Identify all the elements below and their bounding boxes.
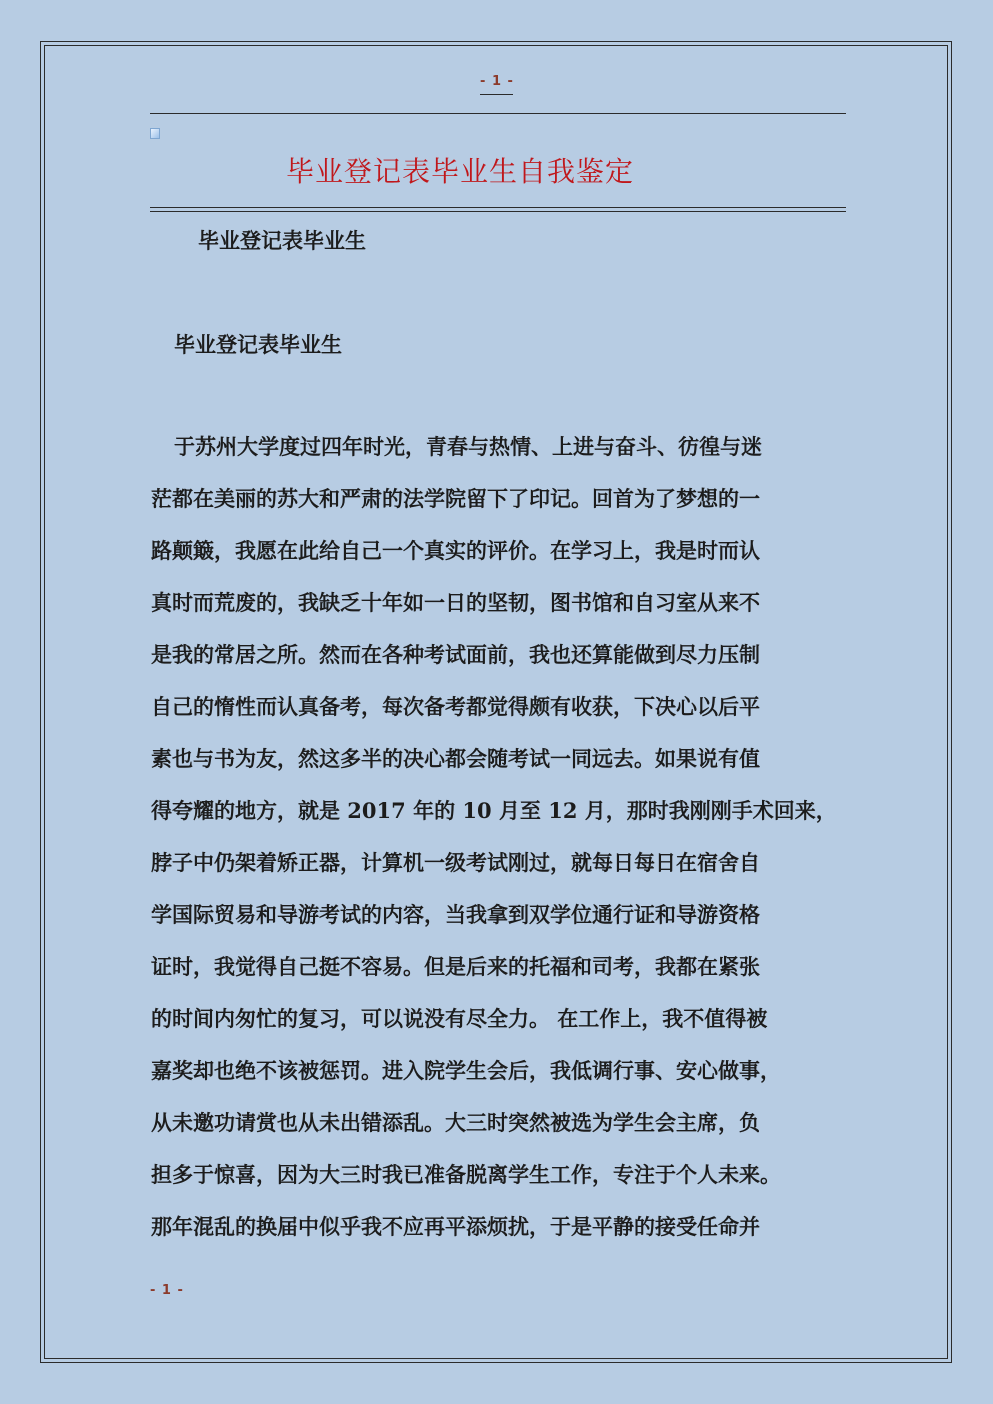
body-line: 学国际贸易和导游考试的内容，当我拿到双学位通行证和导游资格	[151, 902, 760, 927]
body-line: 的时间内匆忙的复习，可以说没有尽全力。 在工作上，我不值得被	[151, 1006, 768, 1031]
body-line: 担多于惊喜，因为大三时我已准备脱离学生工作，专注于个人未来。	[151, 1162, 781, 1187]
body-paragraph	[151, 430, 857, 1262]
title-divider-bottom	[150, 211, 846, 212]
document-icon	[150, 128, 160, 139]
body-line: 证时，我觉得自己挺不容易。但是后来的托福和司考，我都在紧张	[151, 954, 760, 979]
body-line: 脖子中仍架着矫正器，计算机一级考试刚过，就每日每日在宿舍自	[151, 850, 760, 875]
title-divider-top	[150, 207, 846, 208]
body-line: 得夸耀的地方，就是 2017 年的 10 月至 12 月，那时我刚刚手术回来，	[151, 798, 837, 823]
footer-page-number: - 1 -	[150, 1283, 184, 1298]
body-line: 茫都在美丽的苏大和严肃的法学院留下了印记。回首为了梦想的一	[151, 486, 760, 511]
subtitle-second: 毕业登记表毕业生	[174, 332, 342, 357]
body-line: 是我的常居之所。然而在各种考试面前，我也还算能做到尽力压制	[151, 642, 760, 667]
body-line: 真时而荒废的，我缺乏十年如一日的坚韧，图书馆和自习室从来不	[151, 590, 760, 615]
body-line: 素也与书为友，然这多半的决心都会随考试一同远去。如果说有值	[151, 746, 760, 771]
body-line: 那年混乱的换届中似乎我不应再平添烦扰，于是平静的接受任命并	[151, 1214, 760, 1239]
body-line: 于苏州大学度过四年时光，青春与热情、上进与奋斗、彷徨与迷	[174, 434, 762, 459]
header-divider	[150, 113, 846, 114]
body-line: 自己的惰性而认真备考，每次备考都觉得颇有收获，下决心以后平	[151, 694, 760, 719]
header-page-number: - 1 -	[480, 74, 514, 89]
body-line: 从未邀功请赏也从未出错添乱。大三时突然被选为学生会主席，负	[151, 1110, 760, 1135]
body-line: 路颠簸，我愿在此给自己一个真实的评价。在学习上，我是时而认	[151, 538, 760, 563]
header-page-underline	[480, 94, 513, 95]
document-title: 毕业登记表毕业生自我鉴定	[285, 155, 634, 188]
body-line: 嘉奖却也绝不该被惩罚。进入院学生会后，我低调行事、安心做事，	[151, 1058, 781, 1083]
subtitle-first: 毕业登记表毕业生	[198, 228, 366, 253]
